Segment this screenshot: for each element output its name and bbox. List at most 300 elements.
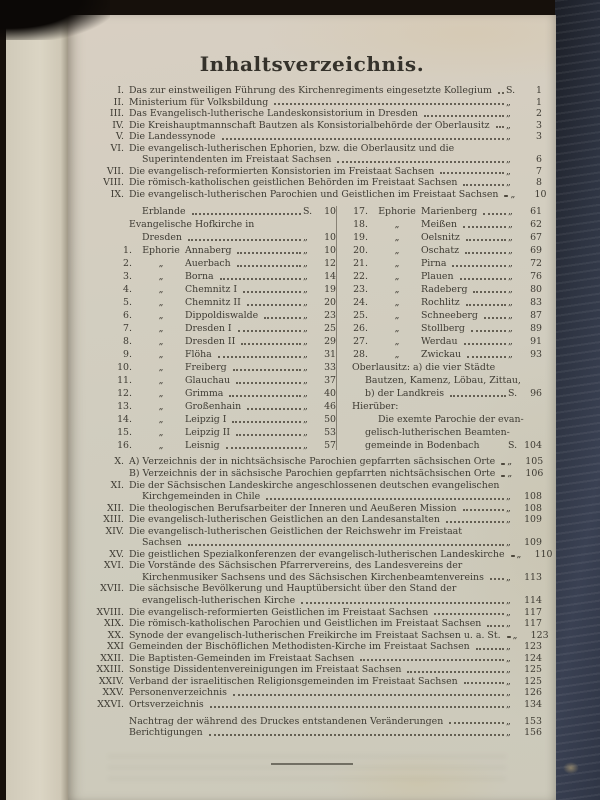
entry-text: Oelsnitz: [421, 232, 460, 244]
page-ref: [506, 85, 542, 97]
page-number: 117: [524, 606, 542, 618]
dot-leader: [301, 601, 504, 604]
dot-leader: [463, 225, 506, 228]
page-prefix: „: [303, 375, 308, 387]
page-ref: [506, 537, 542, 549]
ephorie-entry: [108, 231, 336, 244]
ephorie-entry: [344, 231, 542, 244]
page-number: 53: [324, 427, 336, 439]
entry-numeral: XI.: [110, 479, 124, 491]
page-prefix: „: [303, 388, 308, 400]
ditto-mark: „: [394, 310, 400, 322]
dot-leader: [264, 316, 301, 319]
entry-numeral: XXV.: [102, 687, 124, 699]
entry-text: Bautzen, Kamenz, Löbau, Zittau,: [365, 375, 521, 387]
toc-entry: [84, 526, 542, 538]
page-number: 10: [324, 245, 336, 257]
page-prefix: „: [506, 675, 511, 687]
page-ref: [303, 257, 336, 270]
entry-text: Ortsverzeichnis: [129, 698, 204, 710]
dot-leader: [210, 705, 504, 708]
toc-main-list: [84, 85, 547, 200]
page-prefix: „: [506, 131, 511, 143]
page-number: 126: [524, 687, 542, 699]
page-number: 6: [536, 154, 542, 166]
page-number: 7: [536, 165, 542, 177]
dot-leader: [511, 554, 515, 557]
page-ref: [506, 687, 542, 699]
toc-entry: [84, 131, 542, 143]
dot-leader: [434, 612, 504, 615]
entry-text: evangelisch-lutherischen Kirche: [142, 595, 296, 607]
page-ref: [508, 309, 542, 322]
entry-numeral: XXI: [106, 641, 124, 653]
page-ref: [506, 716, 542, 728]
entry-numeral: XIII.: [103, 514, 124, 526]
ditto-mark: „: [158, 349, 164, 361]
entry-text: Die Kreishauptmannschaft Bautzen als Konsistorialbehörde der Oberlausitz: [129, 119, 490, 131]
page-prefix: „: [303, 427, 308, 439]
ditto-mark: „: [158, 427, 164, 439]
page-prefix: S.: [303, 206, 313, 218]
ephorie-entry: [344, 413, 542, 426]
dot-leader: [407, 670, 504, 673]
ephorie-entry: [344, 335, 542, 348]
entry-numeral: 24.: [353, 297, 368, 309]
ephorie-entry: [108, 218, 336, 231]
entry-numeral: 8.: [123, 336, 132, 348]
toc-left-column: [108, 205, 336, 452]
ditto-mark: „: [158, 362, 164, 374]
page-ref: [303, 400, 336, 413]
page-number: 109: [524, 537, 542, 549]
entry-text: Plauen: [421, 271, 454, 283]
page-ref: [508, 205, 542, 218]
dot-leader: [192, 212, 301, 215]
ephorie-entry: [344, 283, 542, 296]
dot-leader: [188, 543, 504, 546]
ephorie-entry: [108, 257, 336, 270]
ephorie-entry: [108, 283, 336, 296]
page-ref: [303, 335, 336, 348]
entry-numeral: 3.: [123, 271, 132, 283]
entry-text: Pirna: [421, 258, 447, 270]
toc-entry: [84, 641, 542, 653]
page-ref: [303, 439, 336, 452]
entry-numeral: 4.: [123, 284, 132, 296]
entry-text: Die Baptisten-Gemeinden im Freistaat Sachsen: [129, 652, 355, 664]
page-number: 61: [530, 206, 542, 218]
page-number: 50: [324, 414, 336, 426]
page-number: 62: [530, 219, 542, 231]
page-ref: [303, 348, 336, 361]
entry-numeral: 19.: [353, 232, 368, 244]
page-prefix: „: [512, 629, 518, 641]
entry-text: Die evangelisch-lutherischen Ephorien, bzw. die Oberlausitz und die: [129, 142, 455, 154]
toc-entry: [84, 699, 542, 711]
entry-text: Die römisch-katholischen geistlichen Behörden im Freistaat Sachsen: [129, 177, 458, 189]
page-prefix: „: [506, 491, 511, 503]
ephorie-entry: [108, 296, 336, 309]
ephorie-entry: [108, 361, 336, 374]
toc-two-column-block: [108, 205, 542, 452]
dot-leader: [490, 577, 504, 580]
ephorie-entry: [108, 309, 336, 322]
entry-text: Werdau: [421, 336, 458, 348]
dot-leader: [243, 290, 301, 293]
page-ref: [507, 468, 543, 480]
dot-leader: [233, 693, 504, 696]
toc-secondary-list: [84, 456, 553, 710]
toc-entry: [84, 154, 542, 166]
toc-entry: [84, 560, 542, 572]
ephorie-entry: [108, 270, 336, 283]
entry-text: Zwickau: [421, 349, 462, 361]
entry-numeral: 9.: [123, 349, 132, 361]
page-prefix: „: [507, 468, 513, 480]
entry-text: Glauchau: [185, 375, 231, 387]
toc-entry: [84, 503, 542, 515]
ditto-mark: Ephorie: [378, 206, 416, 218]
ephorie-entry: [108, 413, 336, 426]
page-prefix: „: [506, 606, 511, 618]
page-number: 33: [324, 362, 336, 374]
ditto-mark: „: [158, 310, 164, 322]
entry-numeral: XX.: [107, 629, 124, 641]
page-ref: [303, 426, 336, 439]
page-prefix: „: [506, 715, 511, 727]
entry-text: Die evangelisch-reformierten Konsistorien im Freistaat Sachsen: [129, 165, 435, 177]
page-number: 109: [524, 514, 542, 526]
dot-leader: [209, 733, 504, 736]
page-number: 80: [530, 284, 542, 296]
entry-text: Dresden I: [185, 323, 232, 335]
entry-numeral: 10.: [117, 362, 132, 374]
page-prefix: „: [303, 297, 308, 309]
page-number: 14: [324, 271, 336, 283]
page-ref: [506, 664, 542, 676]
toc-entry: [84, 618, 542, 630]
entry-numeral: VIII.: [103, 177, 124, 189]
entry-numeral: I.: [117, 85, 124, 96]
entry-text: Die evangelisch-reformierten Geistlichen im Freistaat Sachsen: [129, 606, 429, 618]
page-number: 10: [324, 232, 336, 244]
page-number: 57: [324, 440, 336, 452]
entry-numeral: 6.: [123, 310, 132, 322]
entry-text: Die sächsische Bevölkerung und Hauptübersicht über den Stand der: [129, 583, 457, 595]
entry-numeral: XIX.: [103, 618, 124, 630]
entry-text: A) Verzeichnis der in nichtsächsische Parochien gepfarrten sächsischen Orte: [129, 456, 496, 468]
toc-entry: [84, 97, 542, 109]
ephorie-entry: [344, 205, 542, 218]
page-prefix: „: [506, 502, 511, 514]
dot-leader: [238, 329, 301, 332]
page-prefix: „: [508, 206, 513, 218]
page-prefix: „: [303, 414, 308, 426]
entry-text: Kirchgemeinden in Chile: [142, 491, 261, 503]
ephorie-entry: [344, 322, 542, 335]
entry-numeral: XVII.: [100, 583, 124, 595]
page-prefix: „: [506, 664, 511, 676]
ephorie-entry: [108, 348, 336, 361]
entry-numeral: XIV.: [105, 525, 124, 537]
entry-numeral: 25.: [353, 310, 368, 322]
dot-leader: [360, 658, 504, 661]
dot-leader: [232, 420, 301, 423]
ephorie-entry: [108, 244, 336, 257]
entry-text: Marienberg: [421, 206, 478, 218]
book-cover-edge: [555, 0, 600, 800]
toc-right-column: [337, 205, 542, 452]
dot-leader: [440, 171, 504, 174]
entry-text: Sonstige Dissidentenvereinigungen im Freistaat Sachsen: [129, 664, 402, 676]
ditto-mark: „: [394, 232, 400, 244]
page-ref: [508, 296, 542, 309]
page-number: 87: [530, 310, 542, 322]
entry-text: Leipzig II: [185, 427, 231, 439]
entry-numeral: 20.: [353, 245, 368, 257]
ditto-mark: „: [394, 349, 400, 361]
page-number: 1: [536, 96, 542, 108]
entry-numeral: 5.: [123, 297, 132, 309]
page-ref: [303, 374, 336, 387]
entry-text: Das Evangelisch-lutherische Landeskonsistorium in Dresden: [129, 108, 418, 120]
entry-numeral: 21.: [353, 258, 368, 270]
entry-text: Flöha: [185, 349, 212, 361]
dot-leader: [487, 624, 504, 627]
page-number: 91: [530, 336, 542, 348]
page-prefix: „: [510, 188, 516, 200]
dot-leader: [463, 183, 504, 186]
page-ref: [506, 503, 542, 515]
dot-leader: [464, 681, 504, 684]
entry-numeral: 14.: [117, 414, 132, 426]
page-prefix: S.: [506, 85, 516, 96]
entry-text: Oschatz: [421, 245, 460, 257]
page-prefix: „: [303, 349, 308, 361]
page-ref: [303, 413, 336, 426]
entry-text: b) der Landkreis: [365, 388, 445, 400]
page-ref: [303, 205, 336, 218]
dot-leader: [266, 497, 504, 500]
page-ref: [506, 727, 542, 739]
entry-text: Nachtrag der während des Druckes entstandenen Veränderungen: [129, 715, 444, 727]
page-number: 10: [324, 206, 336, 218]
entry-text: Die Vorstände des Sächsischen Pfarrervereins, des Landesvereins der: [129, 560, 463, 572]
ephorie-entry: [344, 374, 542, 387]
page-number: 110: [534, 548, 553, 560]
ephorie-entry: [344, 270, 542, 283]
page-ref: [303, 231, 336, 244]
entry-numeral: 26.: [353, 323, 368, 335]
ephorie-entry: [344, 387, 542, 400]
page-ref: [506, 108, 542, 120]
page-prefix: „: [506, 652, 511, 664]
page-ref: [517, 549, 553, 561]
ditto-mark: „: [158, 323, 164, 335]
page-title: Inhaltsverzeichnis.: [199, 52, 425, 76]
entry-text: Meißen: [421, 219, 457, 231]
ephorie-entry: [344, 426, 542, 439]
entry-numeral: VI.: [110, 142, 124, 154]
entry-text: Die exemte Parochie der evan-: [378, 414, 524, 426]
dot-leader: [473, 290, 506, 293]
book-page: [68, 15, 556, 800]
ephorie-entry: [108, 439, 336, 452]
ephorie-entry: [344, 400, 542, 413]
ditto-mark: „: [158, 440, 164, 452]
entry-numeral: 28.: [353, 349, 368, 361]
toc-entry: [84, 177, 542, 189]
entry-text: gemeinde in Bodenbach: [365, 440, 480, 452]
entry-numeral: 11.: [117, 375, 132, 387]
dot-leader: [463, 508, 504, 511]
toc-entry: [84, 716, 542, 728]
entry-text: Gemeinden der Bischöflichen Methodisten-Kirche im Freistaat Sachsen: [129, 641, 470, 653]
page-ref: [506, 166, 542, 178]
entry-numeral: XV.: [109, 548, 124, 560]
page-ref: [508, 387, 542, 400]
ditto-mark: „: [158, 375, 164, 387]
toc-entry: [84, 120, 542, 132]
page-number: 25: [324, 323, 336, 335]
page-ref: [507, 456, 543, 468]
page-prefix: „: [507, 456, 513, 468]
entry-text: Berichtigungen: [129, 727, 203, 739]
ephorie-entry: [344, 257, 542, 270]
page-ref: [508, 283, 542, 296]
page-prefix: „: [506, 514, 511, 526]
entry-numeral: 2.: [123, 258, 132, 270]
ephorie-entry: [108, 400, 336, 413]
toc-entry: [84, 629, 549, 642]
page-number: 40: [324, 388, 336, 400]
page-number: 104: [524, 440, 542, 452]
page-prefix: S.: [508, 388, 518, 400]
page-prefix: „: [508, 336, 513, 348]
dot-leader: [484, 316, 506, 319]
entry-text: Kirchenmusiker Sachsens und des Sächsischen Kirchenbeamtenvereins: [142, 571, 484, 583]
entry-text: Die Landessynode: [129, 131, 216, 143]
page-ref: [506, 595, 542, 607]
page-ref: [506, 491, 542, 503]
entry-numeral: XXVI.: [97, 698, 124, 710]
page-ref: [303, 270, 336, 283]
entry-text: Stollberg: [421, 323, 465, 335]
ephorie-entry: [108, 387, 336, 400]
ephorie-entry: [108, 205, 336, 218]
dot-leader: [446, 520, 504, 523]
entry-text: Chemnitz II: [185, 297, 241, 309]
toc-entry: [84, 572, 542, 584]
entry-text: Radeberg: [421, 284, 468, 296]
entry-text: Synode der evangelisch-lutherischen Freikirche im Freistaat Sachsen u. a. St.: [129, 629, 501, 641]
page-ref: [508, 231, 542, 244]
dot-leader: [236, 433, 301, 436]
entry-text: Die evangelisch-lutherischen Parochien und Geistlichen im Freistaat Sachsen: [129, 188, 499, 200]
page-prefix: „: [506, 571, 511, 583]
page-ref: [508, 257, 542, 270]
page-prefix: „: [506, 595, 511, 607]
page-number: 37: [324, 375, 336, 387]
dot-leader: [464, 342, 506, 345]
dot-leader: [247, 303, 301, 306]
page-ref: [303, 361, 336, 374]
page-number: 123: [524, 641, 542, 653]
entry-text: Sachsen: [142, 537, 182, 549]
entry-text: Dippoldiswalde: [185, 310, 259, 322]
dot-leader: [498, 91, 504, 94]
entry-numeral: 7.: [123, 323, 132, 335]
dot-leader: [483, 212, 506, 215]
page-ref: [303, 244, 336, 257]
entry-numeral: 1.: [123, 245, 132, 257]
toc-entry: [84, 491, 542, 503]
dot-leader: [188, 238, 301, 241]
page-prefix: „: [303, 336, 308, 348]
entry-numeral: 22.: [353, 271, 368, 283]
entry-text: Ministerium für Volksbildung: [129, 96, 269, 108]
page-number: 76: [530, 271, 542, 283]
ditto-mark: „: [158, 284, 164, 296]
page-number: 46: [324, 401, 336, 413]
dot-leader: [229, 394, 301, 397]
page-number: 12: [324, 258, 336, 270]
page-number: 93: [530, 349, 542, 361]
page-prefix: „: [303, 362, 308, 374]
dot-leader: [460, 277, 506, 280]
page-number: 69: [530, 245, 542, 257]
dot-leader: [424, 114, 504, 117]
entry-numeral: XII.: [106, 502, 124, 514]
page-prefix: „: [508, 323, 513, 335]
toc-entry: [84, 607, 542, 619]
page-prefix: „: [506, 165, 511, 177]
entry-numeral: 23.: [353, 284, 368, 296]
ditto-mark: „: [158, 297, 164, 309]
entry-numeral: XVI.: [103, 560, 124, 572]
toc-entry: [84, 456, 542, 468]
page-ref: [508, 348, 542, 361]
ditto-mark: Ephorie: [142, 245, 180, 257]
entry-numeral: X.: [114, 456, 124, 468]
dot-leader: [496, 125, 504, 128]
ephorie-entry: [108, 426, 336, 439]
page-number: 8: [536, 177, 542, 189]
page-prefix: „: [303, 323, 308, 335]
page-number: 106: [525, 468, 544, 480]
entry-text: Borna: [185, 271, 214, 283]
entry-text: Die theologischen Berufsarbeiter der Inneren und Aeußeren Mission: [129, 502, 457, 514]
ditto-mark: „: [158, 414, 164, 426]
page-ref: [506, 97, 542, 109]
entry-numeral: 27.: [353, 336, 368, 348]
toc-entry: [84, 583, 542, 595]
entry-numeral: III.: [109, 108, 124, 120]
entry-text: Personenverzeichnis: [129, 687, 227, 699]
page-number: 89: [530, 323, 542, 335]
dot-leader: [226, 446, 301, 449]
entry-text: Grimma: [185, 388, 224, 400]
ephorie-entry: [108, 335, 336, 348]
page-number: 96: [530, 388, 542, 400]
dot-leader: [501, 462, 505, 465]
page-number: 153: [524, 715, 542, 727]
entry-text: Chemnitz I: [185, 284, 238, 296]
page-ref: [508, 244, 542, 257]
ephorie-entry: [344, 361, 542, 374]
entry-text: Verband der israelitischen Religionsgemeinden im Freistaat Sachsen: [129, 675, 458, 687]
